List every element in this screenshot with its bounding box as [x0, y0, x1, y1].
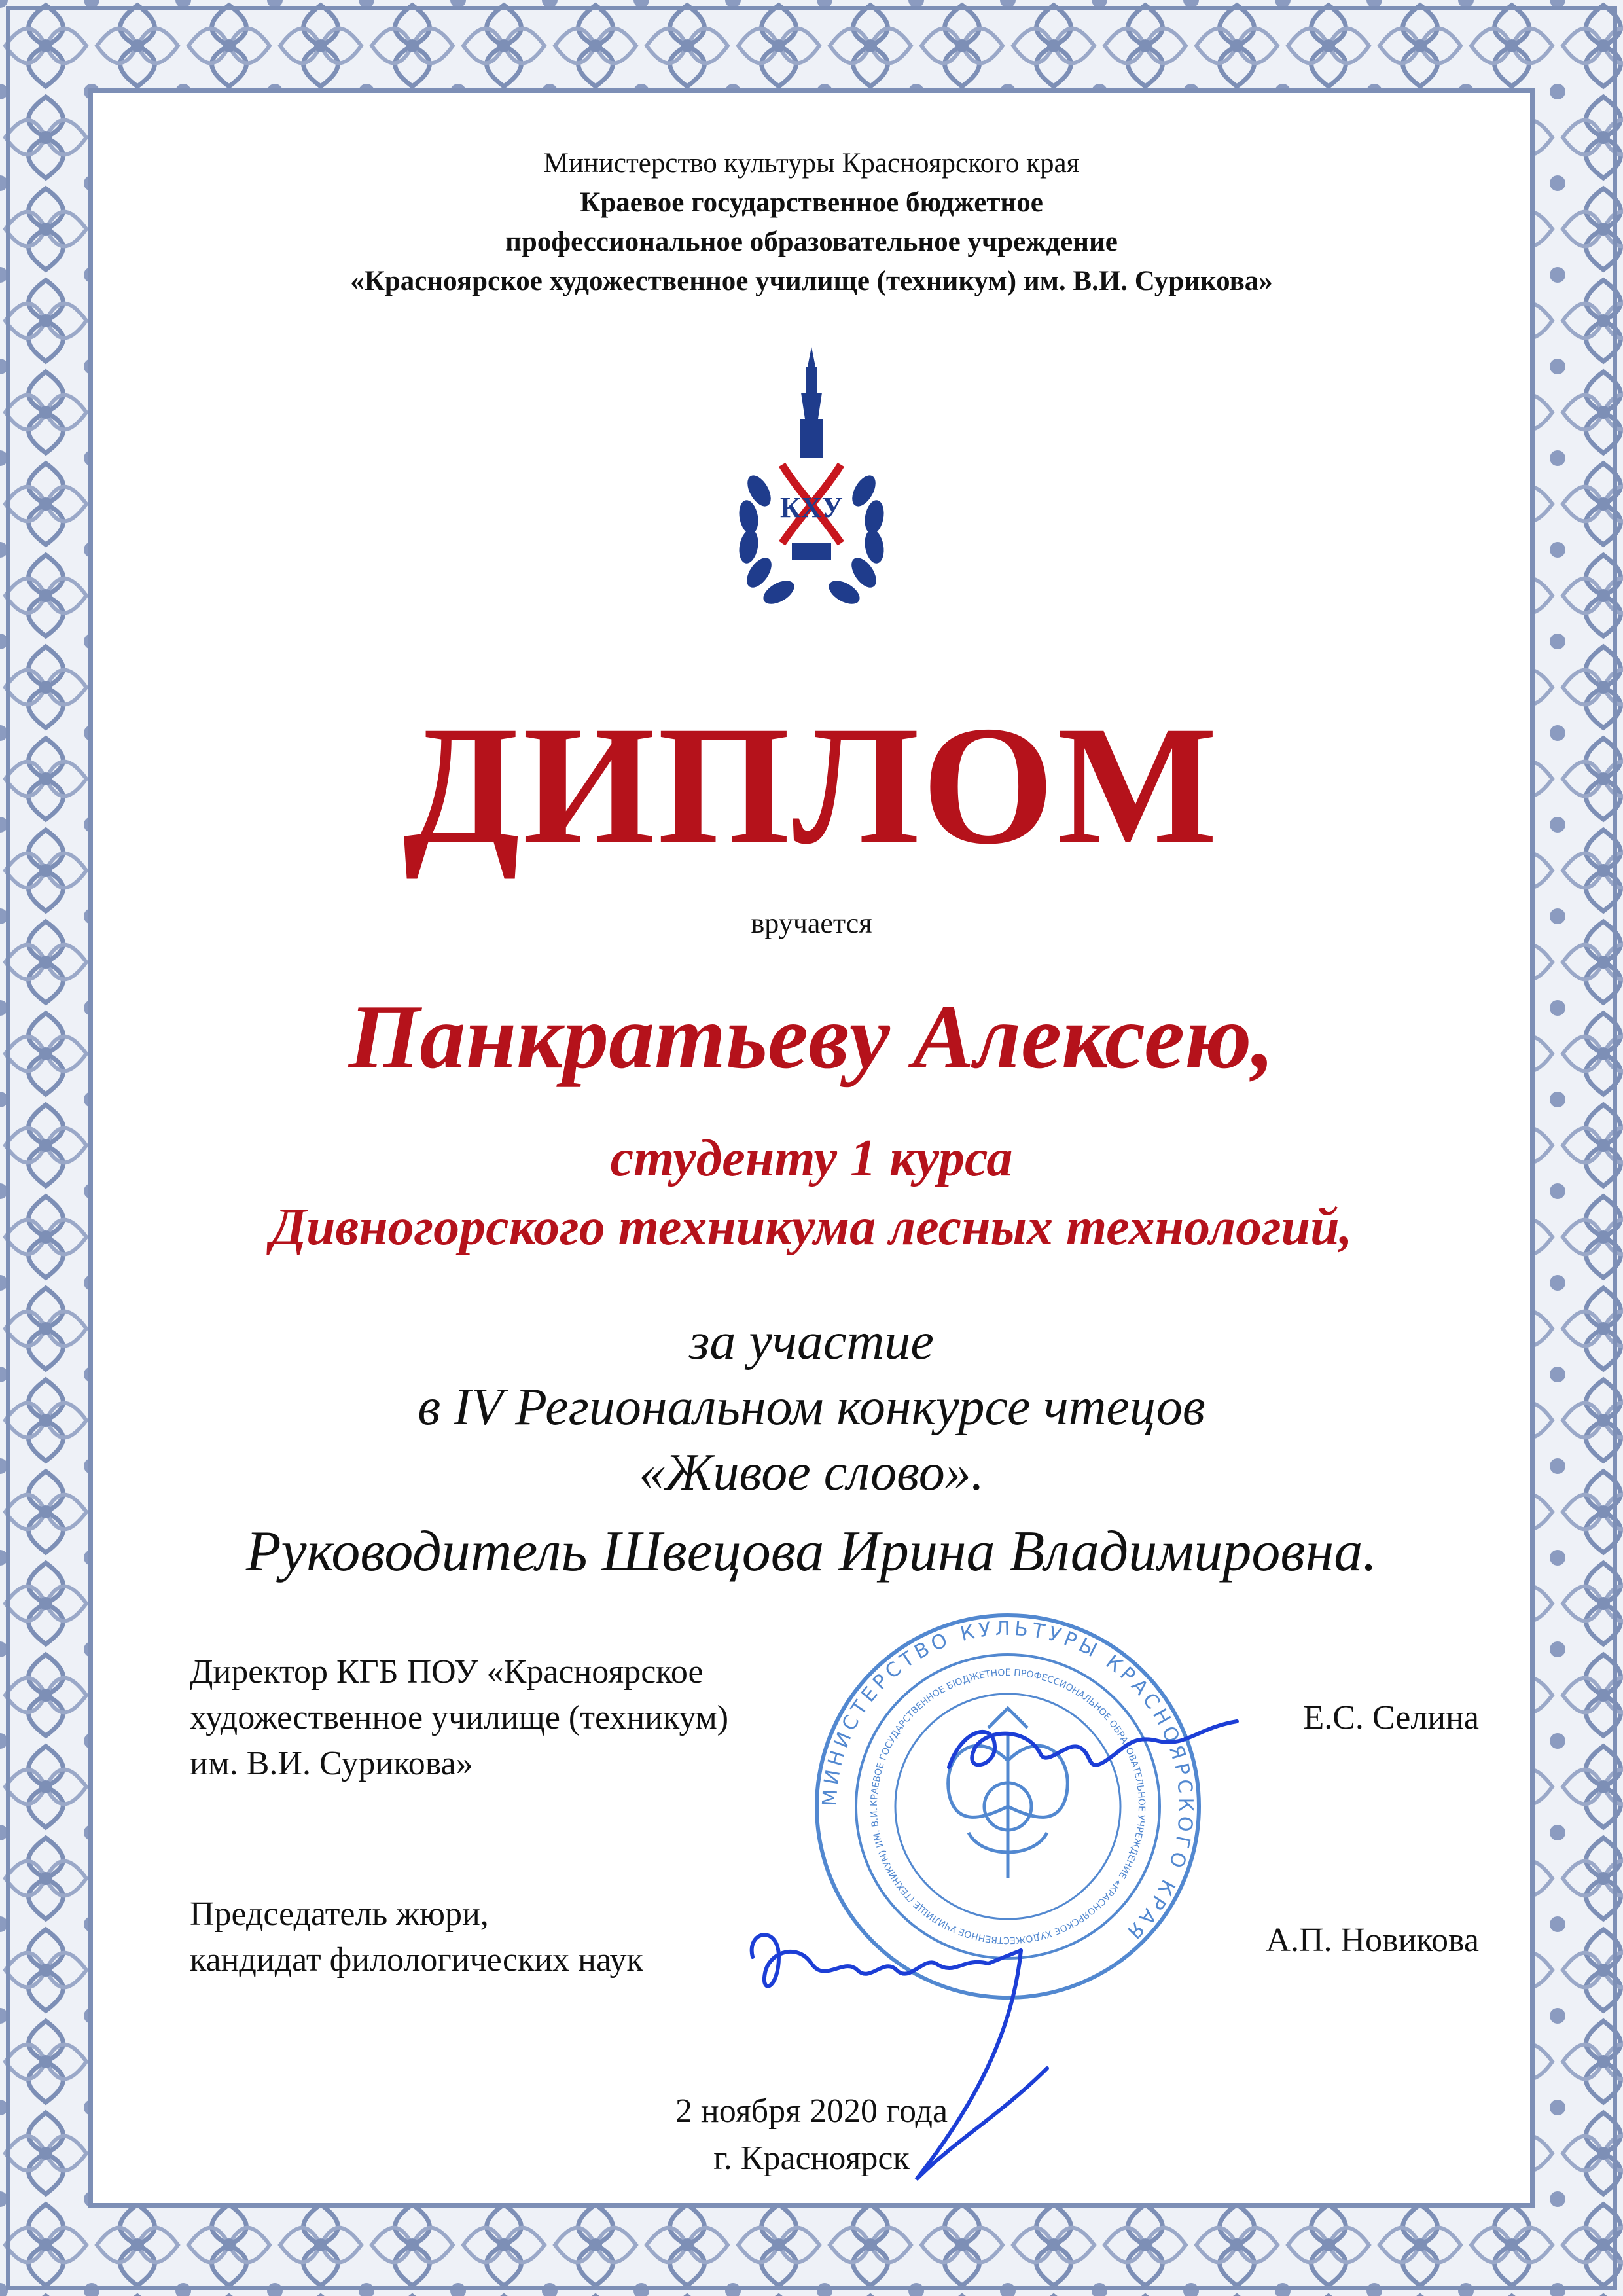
diploma-title: ДИПЛОМ — [402, 691, 1221, 880]
institution-line-1: Краевое государственное бюджетное — [580, 187, 1043, 218]
diploma-content — [98, 98, 1525, 2198]
stamp-outer-text: МИНИСТЕРСТВО КУЛЬТУРЫ КРАСНОЯРСКОГО КРАЯ — [818, 1617, 1198, 1946]
director-signature — [936, 1702, 1250, 1800]
ministry-line: Министерство культуры Красноярского края — [543, 148, 1080, 179]
director-line-1: Директор КГБ ПОУ «Красноярское — [190, 1653, 704, 1691]
logo-letters: КХУ — [780, 492, 843, 524]
jury-name: А.П. Новикова — [1266, 1922, 1479, 1959]
leader-line: Руководитель Швецова Ирина Владимировна. — [245, 1520, 1378, 1583]
recipient-name: Панкратьеву Алексею, — [348, 986, 1275, 1088]
director-line-2: художественное училище (техникум) — [190, 1699, 729, 1736]
director-line-3: им. В.И. Сурикова» — [190, 1745, 473, 1782]
reason-line-3: «Живое слово». — [639, 1444, 984, 1501]
issue-city: г. Красноярск — [713, 2140, 910, 2177]
director-name: Е.С. Селина — [1303, 1699, 1479, 1736]
director-title — [190, 1649, 728, 1787]
reason-line-2: в IV Региональном конкурсе чтецов — [418, 1378, 1205, 1436]
recipient-status: студенту 1 курса — [610, 1130, 1013, 1187]
jury-line-2: кандидат филологических наук — [190, 1941, 643, 1979]
recipient-school: Дивногорского техникума лесных технологий, — [270, 1198, 1353, 1256]
jury-title — [190, 1892, 643, 1983]
stamp-inner-text: КРАЕВОЕ ГОСУДАРСТВЕННОЕ БЮДЖЕТНОЕ ПРОФЕССИОНАЛЬНОЕ ОБРАЗОВАТЕЛЬНОЕ УЧРЕЖДЕНИЕ «КРАСНОЯРСКОЕ ХУДОЖЕСТВЕННОЕ УЧИЛИЩЕ (ТЕХНИКУМ) ИМ. В.И. СУРИКОВА» — [808, 1602, 1147, 1946]
institution-line-3: «Красноярское художественное училище (техникум) им. В.И. Сурикова» — [350, 266, 1273, 296]
jury-line-1: Председатель жюри, — [190, 1895, 489, 1933]
institution-line-2: профессиональное образовательное учреждение — [505, 226, 1118, 257]
college-emblem-icon — [726, 347, 897, 622]
issue-date: 2 ноября 2020 года — [675, 2092, 948, 2130]
reason-line-1: за участие — [689, 1313, 934, 1371]
presented-label: вручается — [751, 907, 872, 939]
